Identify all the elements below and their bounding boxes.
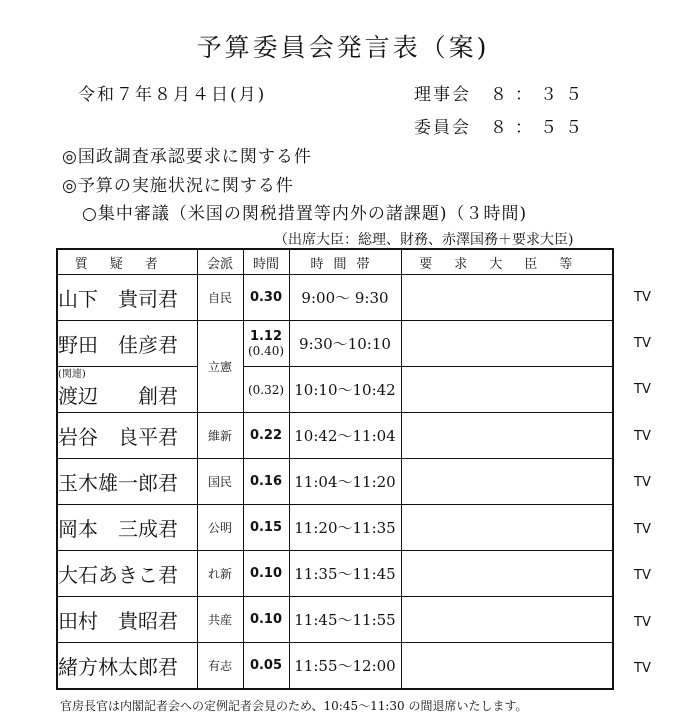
- agenda-item: ○集中審議（米国の関税措置等内外の諸課題)（３時間): [82, 204, 528, 224]
- requested-ministers: [401, 275, 613, 321]
- questioner-name: 山下 貴司君: [57, 275, 197, 321]
- requested-ministers: [401, 505, 613, 551]
- allotted-time: 0.10: [243, 597, 289, 643]
- requested-ministers: [401, 551, 613, 597]
- party: 国民: [197, 459, 243, 505]
- questioner-name: 大石あきこ君: [57, 551, 197, 597]
- table-row: [57, 459, 613, 505]
- time-band: 10:42～11:04: [289, 413, 401, 459]
- schedule-committee: [414, 113, 590, 138]
- table-row: [57, 551, 613, 597]
- schedule-time: ８：５５: [490, 118, 590, 138]
- related-tag: (関連): [58, 368, 86, 380]
- tv-broadcast-mark: TV: [634, 429, 651, 444]
- table-header-row: [57, 249, 613, 275]
- party: 有志: [197, 643, 243, 690]
- time-band: 10:10～10:42: [289, 367, 401, 413]
- allotted-time: 0.22: [243, 413, 289, 459]
- allotted-time: 0.05: [243, 643, 289, 690]
- time-total: 1.12: [249, 329, 283, 344]
- allotted-time: 0.30: [243, 275, 289, 321]
- table-row: [57, 597, 613, 643]
- tv-broadcast-mark: TV: [634, 382, 651, 397]
- table-row: [57, 275, 613, 321]
- time-band: 11:45～11:55: [289, 597, 401, 643]
- tv-broadcast-mark: TV: [634, 615, 651, 630]
- time-band: 11:20～11:35: [289, 505, 401, 551]
- questioner-name: 玉木雄一郎君: [57, 459, 197, 505]
- tv-broadcast-mark: TV: [634, 475, 651, 490]
- allotted-time: 0.15: [243, 505, 289, 551]
- requested-ministers: [401, 413, 613, 459]
- header-questioner: 質疑者: [57, 249, 197, 275]
- tv-broadcast-mark: TV: [634, 290, 651, 305]
- questioner-name: 田村 貴昭君: [57, 597, 197, 643]
- questioner-name: 岩谷 良平君: [57, 413, 197, 459]
- attending-ministers: （出席大臣：総理、財務、赤澤国務＋要求大臣): [274, 232, 574, 248]
- footnote: 官房長官は内閣記者会への定例記者会見のため、10:45～11:30 の間退席いたします。: [60, 699, 528, 713]
- time-band: 11:55～12:00: [289, 643, 401, 690]
- table-row: [57, 643, 613, 690]
- agenda-item: ◎予算の実施状況に関する件: [62, 176, 294, 196]
- time-band: 11:04～11:20: [289, 459, 401, 505]
- table-row: [57, 367, 613, 413]
- time-band: 9:30～10:10: [289, 321, 401, 367]
- party: 維新: [197, 413, 243, 459]
- allotted-time: 0.10: [243, 551, 289, 597]
- time-band: 11:35～11:45: [289, 551, 401, 597]
- questioner-name: 渡辺 創君: [58, 383, 178, 408]
- tv-broadcast-mark: TV: [634, 568, 651, 583]
- questioner-name: 緒方林太郎君: [57, 643, 197, 690]
- tv-broadcast-mark: TV: [634, 522, 651, 537]
- time-related: (0.32): [247, 382, 285, 397]
- header-party: 会派: [197, 249, 243, 275]
- header-ministers: 要求大臣等: [401, 249, 613, 275]
- time-band: 9:00～ 9:30: [289, 275, 401, 321]
- tv-broadcast-mark: TV: [634, 661, 651, 676]
- party: 立憲: [197, 321, 243, 413]
- header-time: 時間: [243, 249, 289, 275]
- time-own: (0.40): [247, 344, 285, 358]
- schedule-label: 委員会: [414, 118, 471, 138]
- schedule-board-meeting: [414, 80, 590, 105]
- speaker-table: [56, 248, 614, 690]
- table-row: [57, 505, 613, 551]
- header-time-band: 時間帯: [289, 249, 401, 275]
- requested-ministers: [401, 643, 613, 690]
- allotted-time: [243, 321, 289, 367]
- table-row: [57, 413, 613, 459]
- requested-ministers: [401, 597, 613, 643]
- party: れ新: [197, 551, 243, 597]
- requested-ministers: [401, 459, 613, 505]
- requested-ministers: [401, 367, 613, 413]
- questioner-name: 岡本 三成君: [57, 505, 197, 551]
- allotted-time: 0.16: [243, 459, 289, 505]
- party: 自民: [197, 275, 243, 321]
- agenda-item: ◎国政調査承認要求に関する件: [62, 147, 312, 167]
- tv-broadcast-mark: TV: [634, 336, 651, 351]
- questioner-name: 野田 佳彦君: [57, 321, 197, 367]
- schedule-time: ８：３５: [490, 85, 590, 105]
- party: 公明: [197, 505, 243, 551]
- requested-ministers: [401, 321, 613, 367]
- allotted-time: [243, 367, 289, 413]
- meeting-date: 令和７年８月４日(月): [78, 85, 267, 105]
- questioner-cell: [57, 367, 197, 413]
- table-row: [57, 321, 613, 367]
- page-title: 予算委員会発言表（案): [196, 33, 490, 62]
- party: 共産: [197, 597, 243, 643]
- schedule-label: 理事会: [414, 85, 471, 105]
